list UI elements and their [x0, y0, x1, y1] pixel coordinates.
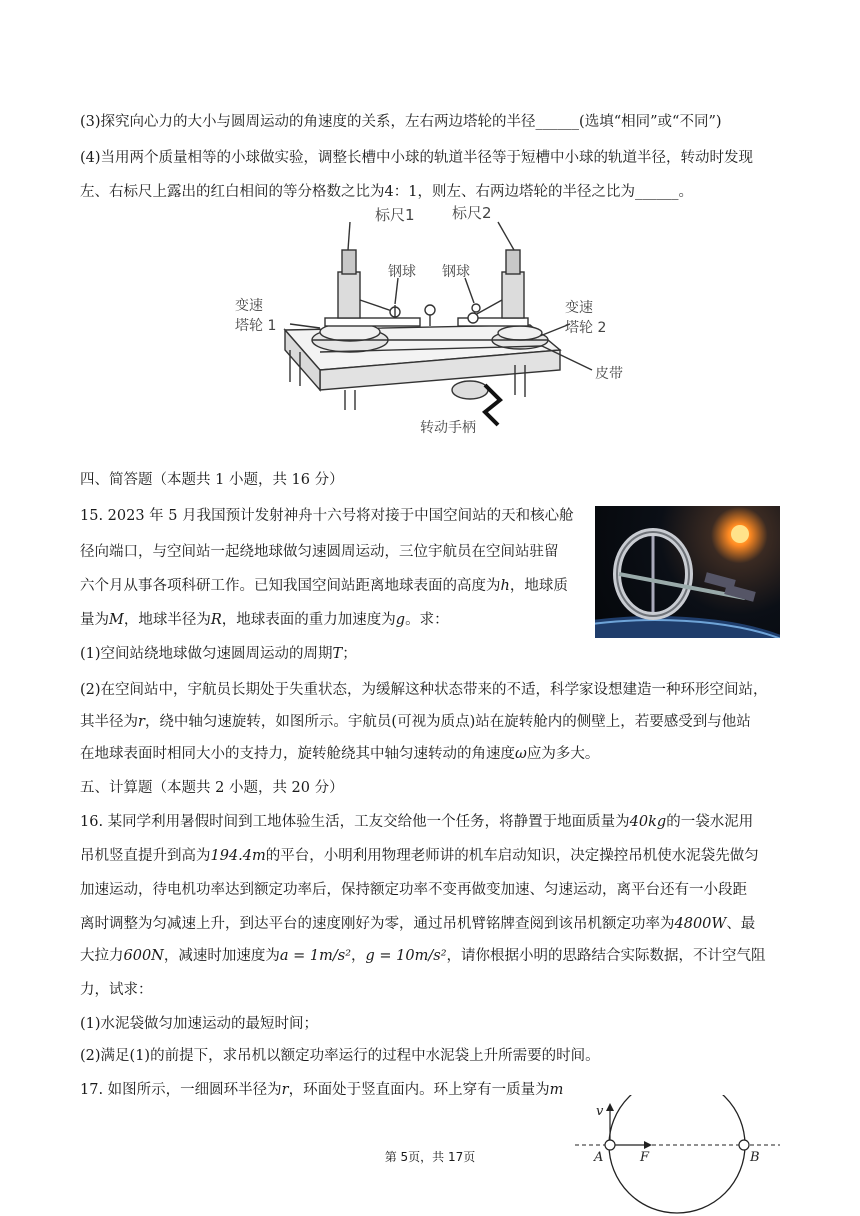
- label-handle: 转动手柄: [420, 420, 476, 436]
- q17-line1: 17. 如图所示，一细圆环半径为r，环面处于竖直面内。环上穿有一质量为m: [80, 1082, 564, 1098]
- q15-part2-line3: 在地球表面时相同大小的支持力，旋转舱绕其中轴匀速转动的角速度ω应为多大。: [80, 746, 600, 762]
- q15-line3: 六个月从事各项科研工作。已知我国空间站距离地球表面的高度为h，地球质: [80, 578, 568, 594]
- q16-line1: 16. 某同学利用暑假时间到工地体验生活，工友交给他一个任务，将静置于地面质量为40kg的一袋水泥用: [80, 814, 754, 830]
- q16-line2: 吊机竖直提升到高为194.4m的平台，小明利用物理老师讲的机车启动知识，决定操控吊机使水泥袋先做匀: [80, 848, 759, 864]
- label-belt: 皮带: [595, 366, 623, 382]
- label-v: v: [596, 1104, 604, 1119]
- label-wheel2-a: 变速: [565, 300, 593, 316]
- label-ruler2: 标尺2: [452, 204, 492, 222]
- label-wheel2-b: 塔轮 2: [565, 320, 607, 336]
- velocity-arrow: [606, 1103, 614, 1111]
- space-station-photo: [595, 506, 780, 638]
- q16-part1: (1)水泥袋做匀加速运动的最短时间；: [80, 1016, 319, 1032]
- q14-part4-line2: 左、右标尺上露出的红白相间的等分格数之比为4：1，则左、右两边塔轮的半径之比为______。: [80, 184, 693, 200]
- q14-part4-line1: (4)当用两个质量相等的小球做实验，调整长槽中小球的轨道半径等于短槽中小球的轨道半径，转动时发现: [80, 150, 754, 166]
- q15-line2: 径向端口，与空间站一起绕地球做匀速圆周运动，三位宇航员在空间站驻留: [80, 544, 559, 560]
- q16-line3: 加速运动，待电机功率达到额定功率后，保持额定功率不变再做变加速、匀速运动，离平台还有一小段距: [80, 882, 747, 898]
- section-5-heading: 五、计算题（本题共 2 小题，共 20 分）: [80, 780, 344, 796]
- label-B: B: [750, 1150, 760, 1165]
- label-ball-right: 钢球: [442, 264, 470, 280]
- label-F: F: [640, 1150, 650, 1165]
- q15-part2-line1: (2)在空间站中，宇航员长期处于失重状态，为缓解这种状态带来的不适，科学家设想建造一种环形空间站，: [80, 682, 768, 698]
- centripetal-apparatus-figure: [230, 200, 650, 445]
- label-ball-left: 钢球: [388, 264, 416, 280]
- q15-part1: (1)空间站绕地球做匀速圆周运动的周期T；: [80, 646, 357, 662]
- q16-part2: (2)满足(1)的前提下，求吊机以额定功率运行的过程中水泥袋上升所需要的时间。: [80, 1048, 600, 1064]
- page-footer: 第 5页，共 17页: [384, 1150, 476, 1164]
- label-wheel1-b: 塔轮 1: [235, 318, 277, 334]
- label-ruler1: 标尺1: [375, 206, 415, 224]
- q14-part3: (3)探究向心力的大小与圆周运动的角速度的关系，左右两边塔轮的半径______(选填“相同”或“不同”): [80, 114, 722, 130]
- q15-line1: 15. 2023 年 5 月我国预计发射神舟十六号将对接于中国空间站的天和核心舱: [80, 508, 574, 524]
- space-station-illustration: [595, 506, 780, 638]
- q15-line4: 量为M，地球半径为R，地球表面的重力加速度为g。求：: [80, 612, 449, 628]
- q16-line6: 力，试求：: [80, 982, 153, 998]
- q16-line4: 离时调整为匀减速上升，到达平台的速度刚好为零，通过吊机臂铭牌查阅到该吊机额定功率为4800W、最: [80, 916, 756, 932]
- label-A: A: [594, 1150, 604, 1165]
- q16-line5: 大拉力600N，减速时加速度为a = 1m/s²，g = 10m/s²，请你根据小明的思路结合实际数据，不计空气阻: [80, 948, 766, 964]
- answer-blank: ______: [535, 114, 580, 130]
- section-4-heading: 四、简答题（本题共 1 小题，共 16 分）: [80, 472, 344, 488]
- label-wheel1-a: 变速: [235, 298, 263, 314]
- q15-part2-line2: 其半径为r，绕中轴匀速旋转，如图所示。宇航员(可视为质点)站在旋转舱内的侧壁上，若要感受到与他站: [80, 714, 751, 730]
